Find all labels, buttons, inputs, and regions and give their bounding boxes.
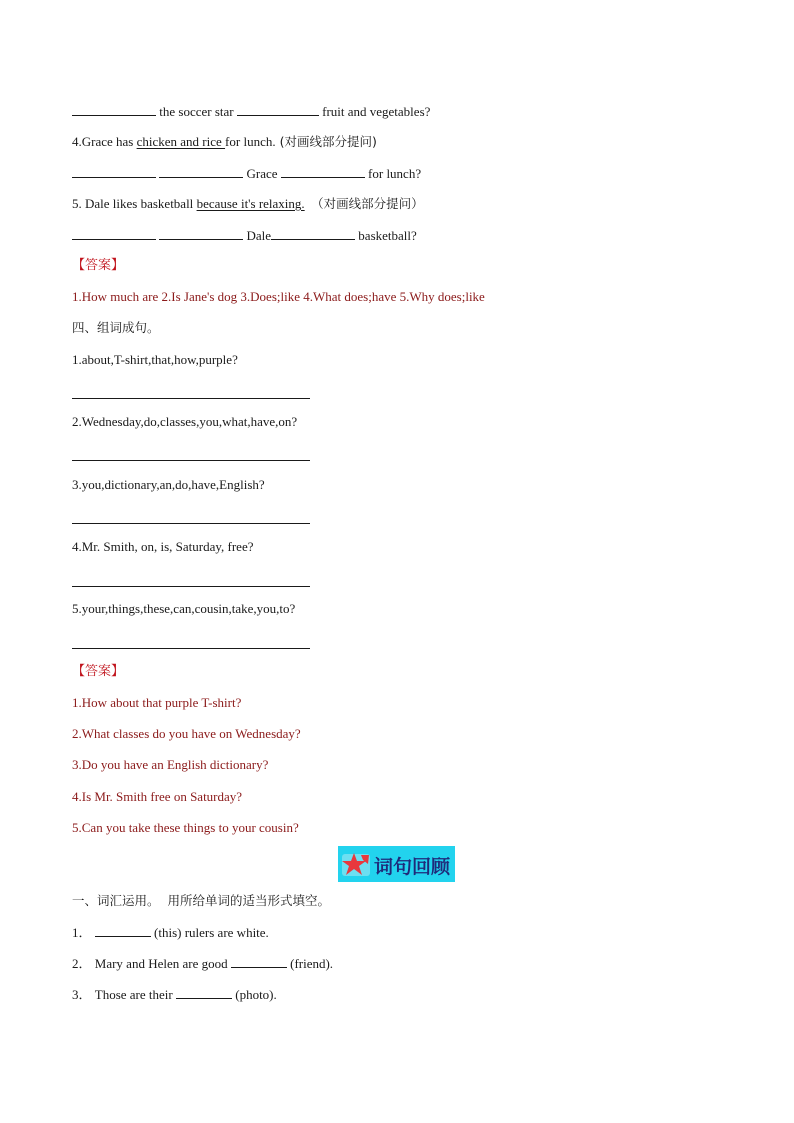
item-text: Those are their (94, 987, 176, 1002)
section-4-question: 3.you,dictionary,an,do,have,English? (72, 477, 265, 492)
section-1-heading (72, 893, 330, 909)
answers-section-3: 1.How much are 2.Is Jane's dog 3.Does;like 4.What does;have 5.Why does;like (72, 289, 485, 304)
q4-mid: Grace (243, 166, 281, 181)
section-1-item (72, 924, 269, 941)
section-4-answer: 3.Do you have an English dictionary? (72, 757, 269, 772)
q5-prefix: 5. Dale likes basketball (72, 196, 197, 211)
answer-blank[interactable] (159, 165, 243, 178)
answer-line[interactable] (72, 523, 310, 524)
section-4-answer: 4.Is Mr. Smith free on Saturday? (72, 789, 243, 804)
answer-blank[interactable] (231, 955, 287, 968)
section-4-answer: 2.What classes do you have on Wednesday? (72, 726, 301, 741)
q3-text-end: fruit and vegetables? (318, 104, 431, 119)
answer-line[interactable] (72, 586, 310, 587)
answer-label: 【答案】 (72, 664, 125, 679)
answer-label: 【答案】 (72, 258, 125, 273)
item-number: 1． (72, 925, 92, 940)
section-4-answer: 5.Can you take these things to your cousin? (72, 820, 299, 835)
q4-note: (对画线部分提问) (275, 134, 377, 149)
q4-answer-line (72, 165, 421, 182)
item-text: (photo). (231, 987, 277, 1002)
answer-blank[interactable] (72, 103, 156, 116)
answer-line[interactable] (72, 398, 310, 399)
answer-blank[interactable] (72, 227, 156, 240)
section-banner (338, 846, 455, 882)
q4-prefix: 4.Grace has (72, 134, 137, 149)
answer-blank[interactable] (159, 227, 243, 240)
q5-underlined: because it's relaxing. (196, 196, 305, 211)
item-text: (this) rulers are white. (150, 925, 269, 940)
section-4-question: 2.Wednesday,do,classes,you,what,have,on? (72, 414, 298, 429)
answer-line[interactable] (72, 460, 310, 461)
banner-title: 词句回顾 (374, 856, 451, 878)
section-4-answer: 1.How about that purple T-shirt? (72, 695, 242, 710)
answer-blank[interactable] (95, 924, 151, 937)
answer-blank[interactable] (281, 165, 365, 178)
section-1-heading-a: 一、词汇运用。 (72, 893, 160, 908)
section-1-heading-b: 用所给单词的适当形式填空。 (167, 893, 330, 908)
q3-answer-line (72, 103, 430, 120)
star-icon (341, 850, 371, 878)
question-5 (72, 196, 424, 212)
answer-blank[interactable] (271, 227, 355, 240)
q4-underlined: chicken and rice (136, 134, 226, 149)
q5-end: basketball? (355, 228, 417, 243)
section-1-item (72, 955, 333, 972)
section-4-question: 5.your,things,these,can,cousin,take,you,to? (72, 601, 296, 616)
section-4-question: 4.Mr. Smith, on, is, Saturday, free? (72, 539, 254, 554)
q5-answer-line (72, 227, 417, 244)
answer-line[interactable] (72, 648, 310, 649)
q4-end: for lunch? (364, 166, 422, 181)
answer-blank[interactable] (237, 103, 319, 116)
q5-mid: Dale (243, 228, 272, 243)
q5-note: （对画线部分提问） (311, 196, 424, 211)
question-4 (72, 134, 377, 150)
q3-text: the soccer star (156, 104, 237, 119)
item-text: Mary and Helen are good (94, 956, 231, 971)
answer-blank[interactable] (176, 986, 232, 999)
item-text: (friend). (286, 956, 334, 971)
item-number: 3． (72, 987, 92, 1002)
item-number: 2． (72, 956, 92, 971)
answer-blank[interactable] (72, 165, 156, 178)
section-4-heading: 四、组词成句。 (72, 320, 160, 335)
q4-suffix: for lunch. (225, 134, 276, 149)
section-1-item (72, 986, 277, 1003)
section-4-question: 1.about,T-shirt,that,how,purple? (72, 352, 238, 367)
